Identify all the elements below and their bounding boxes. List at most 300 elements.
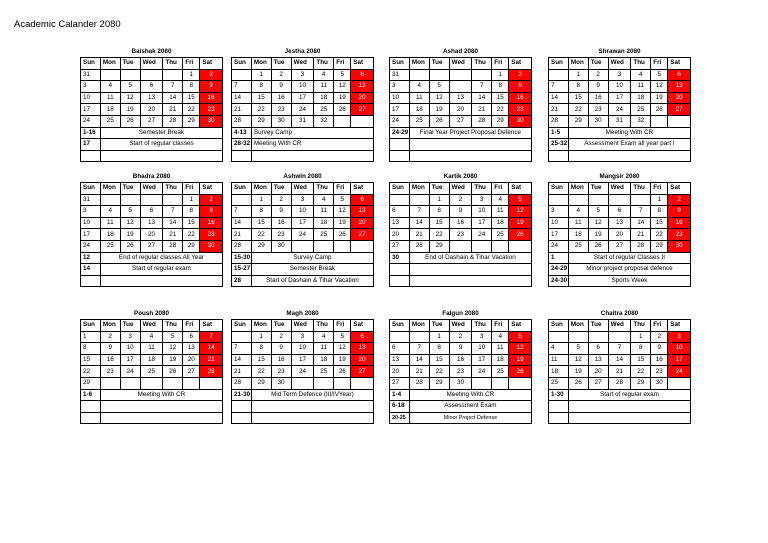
day-cell: 24 [291,104,314,116]
empty-day-cell [120,69,140,81]
empty-day-cell [140,69,163,81]
day-cell: 6 [668,69,691,81]
day-cell: 28 [608,377,631,389]
day-cell: 28 [409,240,429,252]
day-cell: 14 [409,217,429,229]
day-cell: 25 [100,240,120,252]
day-cell: 27 [390,240,410,252]
day-cell: 25 [140,366,163,378]
day-cell: 13 [183,343,200,355]
day-cell: 7 [232,206,252,218]
empty-day-cell [492,240,509,252]
day-cell: 4 [100,81,120,93]
weekday-header: Thu [314,320,334,332]
empty-day-cell [409,194,429,206]
day-cell: 28 [232,377,252,389]
weekday-header: Tue [120,58,140,70]
day-cell: 10 [549,217,569,229]
weekday-header: Sun [232,320,252,332]
weekday-header: Mon [251,58,271,70]
day-cell: 26 [120,240,140,252]
day-cell: 21 [549,104,569,116]
day-cell: 20 [390,366,410,378]
empty-day-cell [200,377,223,389]
day-cell: 23 [271,366,291,378]
weekday-header: Wed [608,58,631,70]
day-cell: 8 [251,206,271,218]
day-cell: 3 [291,194,314,206]
day-cell: 13 [608,217,631,229]
day-cell: 10 [472,206,492,218]
day-cell: 21 [409,366,429,378]
month-name: Magh 2080 [232,309,374,320]
day-cell: 3 [81,81,101,93]
event-description [409,275,531,287]
event-date [81,150,101,162]
day-cell: 19 [509,354,532,366]
day-cell: 14 [232,354,252,366]
day-cell: 30 [509,115,532,127]
day-cell: 21 [163,229,183,241]
day-cell: 29 [251,240,271,252]
month-name: Bhadra 2080 [81,172,223,183]
day-cell: 2 [200,69,223,81]
event-date [232,150,252,162]
event-description: Meeting With CR [409,389,531,401]
weekday-header: Tue [271,320,291,332]
day-cell: 12 [334,343,351,355]
day-cell: 29 [631,377,651,389]
weekday-header: Wed [140,58,163,70]
day-cell: 21 [200,354,223,366]
empty-day-cell [291,240,314,252]
day-cell: 9 [449,343,472,355]
day-cell: 2 [271,194,291,206]
day-cell: 31 [81,69,101,81]
day-cell: 3 [472,194,492,206]
day-cell: 4 [549,343,569,355]
event-date: 24-30 [549,275,569,287]
day-cell: 29 [251,115,271,127]
day-cell: 3 [472,331,492,343]
day-cell: 18 [314,217,334,229]
weekday-header: Sun [232,183,252,195]
weekday-header: Sun [549,320,569,332]
weekday-header: Sat [509,58,532,70]
day-cell: 1 [429,194,449,206]
day-cell: 25 [568,240,588,252]
day-cell: 25 [549,377,569,389]
day-cell: 29 [81,377,101,389]
day-cell: 24 [472,229,492,241]
event-date: 12 [81,252,101,264]
day-cell: 15 [429,354,449,366]
day-cell: 12 [120,217,140,229]
weekday-header: Sat [668,58,691,70]
month-calendar [231,172,374,287]
day-cell: 31 [291,115,314,127]
weekday-header: Sun [232,58,252,70]
day-cell: 28 [631,240,651,252]
day-cell: 5 [588,206,608,218]
weekday-header: Sun [81,320,101,332]
weekday-header: Wed [449,183,472,195]
weekday-header: Thu [472,183,492,195]
empty-day-cell [314,377,334,389]
day-cell: 26 [334,229,351,241]
weekday-header: Tue [429,320,449,332]
day-cell: 11 [100,217,120,229]
empty-day-cell [100,377,120,389]
day-cell: 14 [232,92,252,104]
day-cell: 15 [651,217,668,229]
day-cell: 1 [251,331,271,343]
empty-day-cell [183,377,200,389]
weekday-header: Mon [568,183,588,195]
day-cell: 6 [390,206,410,218]
day-cell: 24 [390,115,410,127]
day-cell: 18 [409,104,429,116]
day-cell: 18 [314,92,334,104]
event-date [390,150,410,162]
day-cell: 4 [631,69,651,81]
event-date [549,401,569,413]
day-cell: 13 [351,343,374,355]
event-date: 1-5 [549,127,569,139]
event-description [251,150,373,162]
day-cell: 19 [334,217,351,229]
empty-day-cell [472,377,492,389]
weekday-header: Sat [509,320,532,332]
day-cell: 23 [200,104,223,116]
day-cell: 2 [200,194,223,206]
month-name: Chaitra 2080 [549,309,691,320]
month-name: Baishak 2080 [81,47,223,58]
day-cell: 31 [81,194,101,206]
day-cell: 4 [314,69,334,81]
day-cell: 27 [183,366,200,378]
event-date [390,275,410,287]
day-cell: 11 [140,343,163,355]
day-cell: 10 [81,217,101,229]
day-cell: 29 [651,240,668,252]
day-cell: 3 [120,331,140,343]
day-cell: 12 [651,81,668,93]
weekday-header: Thu [472,320,492,332]
month-name: Jestha 2080 [232,47,374,58]
empty-day-cell [492,377,509,389]
day-cell: 1 [651,194,668,206]
day-cell: 17 [291,217,314,229]
weekday-header: Mon [100,183,120,195]
day-cell: 15 [631,354,651,366]
empty-day-cell [409,69,429,81]
day-cell: 12 [509,206,532,218]
empty-day-cell [549,331,569,343]
event-description: Start of regular Classes II [568,252,690,264]
day-cell: 24 [472,366,492,378]
day-cell: 23 [100,366,120,378]
event-date [232,401,252,413]
day-cell: 3 [549,206,569,218]
day-cell: 22 [568,104,588,116]
event-description: Semester Break [251,264,373,276]
day-cell: 11 [631,81,651,93]
day-cell: 1 [631,331,651,343]
day-cell: 20 [351,354,374,366]
month-calendar [80,47,223,162]
day-cell: 15 [429,217,449,229]
day-cell: 8 [651,206,668,218]
day-cell: 30 [271,240,291,252]
day-cell: 12 [120,92,140,104]
empty-day-cell [232,69,252,81]
day-cell: 14 [409,354,429,366]
weekday-header: Wed [140,183,163,195]
day-cell: 5 [334,194,351,206]
day-cell: 4 [492,194,509,206]
day-cell: 9 [200,206,223,218]
day-cell: 17 [472,354,492,366]
day-cell: 26 [334,366,351,378]
day-cell: 8 [183,206,200,218]
weekday-header: Thu [314,183,334,195]
day-cell: 19 [334,92,351,104]
day-cell: 18 [140,354,163,366]
day-cell: 16 [449,354,472,366]
day-cell: 3 [390,81,410,93]
empty-day-cell [163,194,183,206]
day-cell: 32 [631,115,651,127]
empty-day-cell [409,331,429,343]
day-cell: 7 [232,343,252,355]
weekday-header: Thu [631,320,651,332]
day-cell: 8 [568,81,588,93]
day-cell: 11 [492,343,509,355]
day-cell: 2 [509,69,532,81]
weekday-header: Mon [409,320,429,332]
day-cell: 11 [100,92,120,104]
day-cell: 17 [81,104,101,116]
day-cell: 12 [509,343,532,355]
weekday-header: Fri [183,320,200,332]
day-cell: 26 [163,366,183,378]
day-cell: 3 [608,69,631,81]
weekday-header: Sat [668,183,691,195]
day-cell: 12 [163,343,183,355]
day-cell: 7 [631,206,651,218]
weekday-header: Fri [651,183,668,195]
day-cell: 9 [651,343,668,355]
day-cell: 19 [651,92,668,104]
event-description: Assessment Exam [409,401,531,413]
empty-day-cell [608,331,631,343]
day-cell: 28 [472,115,492,127]
weekday-header: Wed [608,320,631,332]
day-cell: 22 [251,229,271,241]
day-cell: 5 [163,331,183,343]
day-cell: 7 [409,206,429,218]
weekday-header: Mon [409,58,429,70]
day-cell: 17 [390,104,410,116]
day-cell: 26 [120,115,140,127]
day-cell: 9 [200,81,223,93]
weekday-header: Thu [631,58,651,70]
day-cell: 13 [351,81,374,93]
month-calendar [389,172,532,287]
day-cell: 16 [200,92,223,104]
day-cell: 19 [429,104,449,116]
day-cell: 32 [314,115,334,127]
weekday-header: Thu [163,58,183,70]
day-cell: 8 [251,343,271,355]
day-cell: 11 [409,92,429,104]
day-cell: 17 [120,354,140,366]
day-cell: 23 [271,229,291,241]
day-cell: 5 [334,331,351,343]
day-cell: 26 [651,104,668,116]
empty-day-cell [549,69,569,81]
day-cell: 16 [100,354,120,366]
day-cell: 13 [140,217,163,229]
day-cell: 4 [314,194,334,206]
day-cell: 25 [492,366,509,378]
day-cell: 16 [651,354,668,366]
event-description [251,401,373,413]
day-cell: 10 [608,81,631,93]
day-cell: 11 [314,343,334,355]
day-cell: 20 [351,92,374,104]
day-cell: 6 [140,81,163,93]
day-cell: 12 [334,81,351,93]
day-cell: 19 [588,229,608,241]
event-date: 17 [81,139,101,151]
day-cell: 26 [588,240,608,252]
weekday-header: Wed [291,320,314,332]
day-cell: 24 [120,366,140,378]
day-cell: 25 [492,229,509,241]
day-cell: 30 [668,240,691,252]
empty-day-cell [163,69,183,81]
day-cell: 9 [449,206,472,218]
event-date [390,139,410,151]
event-date [81,412,101,424]
day-cell: 10 [291,343,314,355]
empty-day-cell [429,69,449,81]
day-cell: 4 [568,206,588,218]
event-date: 15-30 [232,252,252,264]
day-cell: 21 [608,366,631,378]
weekday-header: Mon [568,320,588,332]
day-cell: 22 [429,366,449,378]
empty-day-cell [314,240,334,252]
day-cell: 16 [200,217,223,229]
day-cell: 28 [163,240,183,252]
event-description [409,139,531,151]
event-date: 28-32 [232,139,252,151]
day-cell: 22 [492,104,509,116]
event-description: Minor project proposal defence [568,264,690,276]
day-cell: 30 [588,115,608,127]
month-calendar [231,47,374,162]
day-cell: 20 [608,229,631,241]
empty-day-cell [334,115,351,127]
day-cell: 5 [651,69,668,81]
day-cell: 17 [549,229,569,241]
day-cell: 5 [120,81,140,93]
day-cell: 30 [200,240,223,252]
day-cell: 23 [449,229,472,241]
day-cell: 14 [631,217,651,229]
day-cell: 13 [390,354,410,366]
day-cell: 20 [140,104,163,116]
day-cell: 20 [588,366,608,378]
event-date: 24-29 [390,127,410,139]
empty-day-cell [449,81,472,93]
day-cell: 20 [140,229,163,241]
day-cell: 19 [163,354,183,366]
day-cell: 13 [351,206,374,218]
event-description [568,412,690,424]
day-cell: 16 [668,217,691,229]
weekday-header: Tue [271,183,291,195]
day-cell: 20 [449,104,472,116]
day-cell: 7 [472,81,492,93]
day-cell: 12 [568,354,588,366]
event-date [232,412,252,424]
day-cell: 14 [163,92,183,104]
day-cell: 21 [631,229,651,241]
event-date: 14 [81,264,101,276]
day-cell: 7 [608,343,631,355]
day-cell: 29 [429,377,449,389]
day-cell: 8 [429,206,449,218]
empty-day-cell [568,194,588,206]
empty-day-cell [291,377,314,389]
day-cell: 1 [81,331,101,343]
empty-day-cell [100,194,120,206]
weekday-header: Fri [492,183,509,195]
weekday-header: Sun [390,58,410,70]
day-cell: 23 [271,104,291,116]
day-cell: 6 [390,343,410,355]
day-cell: 3 [81,206,101,218]
day-cell: 21 [163,104,183,116]
event-date: 1-6 [81,389,101,401]
day-cell: 22 [251,366,271,378]
weekday-header: Tue [429,183,449,195]
event-date [549,412,569,424]
empty-day-cell [509,240,532,252]
day-cell: 22 [429,229,449,241]
day-cell: 2 [588,69,608,81]
day-cell: 9 [509,81,532,93]
weekday-header: Thu [631,183,651,195]
empty-day-cell [588,194,608,206]
day-cell: 22 [631,366,651,378]
day-cell: 13 [588,354,608,366]
month-calendar [80,172,223,287]
day-cell: 28 [232,115,252,127]
empty-day-cell [668,115,691,127]
event-date: 1-4 [390,389,410,401]
day-cell: 6 [183,331,200,343]
day-cell: 28 [232,240,252,252]
day-cell: 30 [449,377,472,389]
day-cell: 7 [232,81,252,93]
day-cell: 29 [183,240,200,252]
day-cell: 6 [140,206,163,218]
